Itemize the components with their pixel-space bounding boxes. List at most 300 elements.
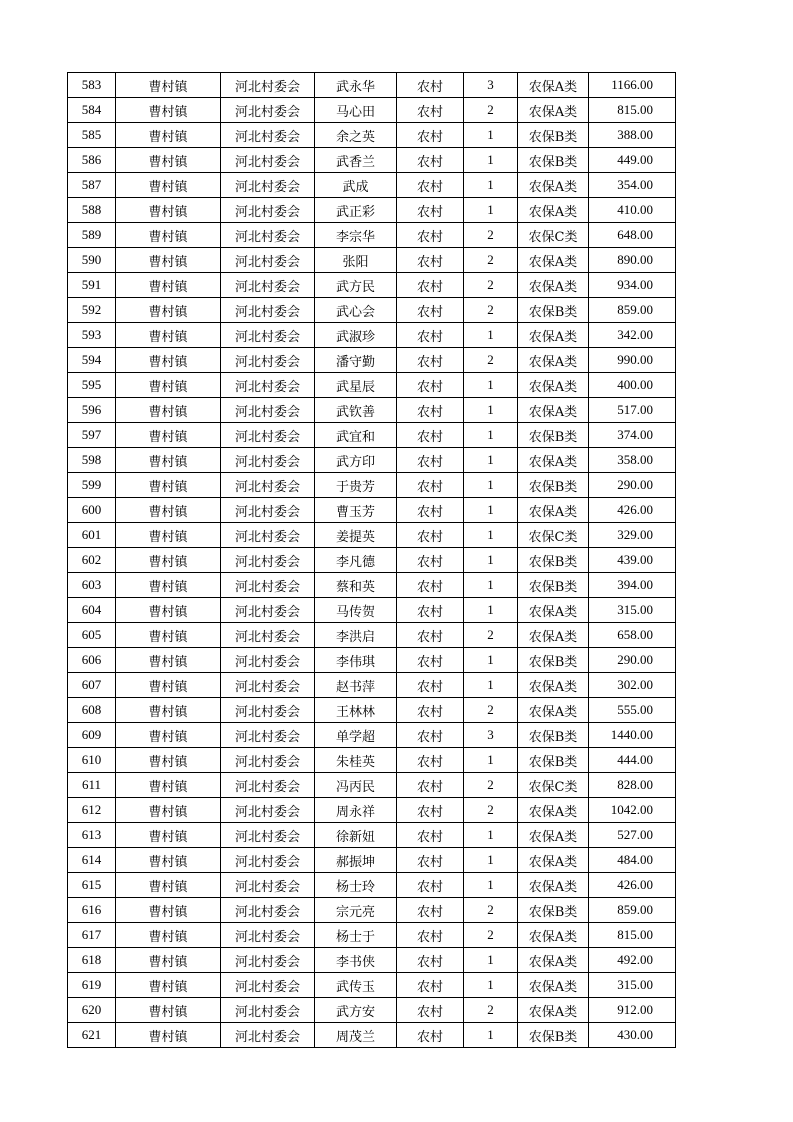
household-size-cell: 2 xyxy=(464,248,518,273)
household-size-cell: 1 xyxy=(464,648,518,673)
row-number-cell: 585 xyxy=(68,123,116,148)
amount-cell: 426.00 xyxy=(589,873,676,898)
household-size-cell: 2 xyxy=(464,898,518,923)
name-cell: 姜提英 xyxy=(315,523,397,548)
household-size-cell: 3 xyxy=(464,723,518,748)
town-cell: 曹村镇 xyxy=(116,548,221,573)
insurance-category-cell: 农保A类 xyxy=(518,673,589,698)
name-cell: 武香兰 xyxy=(315,148,397,173)
town-cell: 曹村镇 xyxy=(116,148,221,173)
name-cell: 武星辰 xyxy=(315,373,397,398)
village-committee-cell: 河北村委会 xyxy=(221,548,315,573)
area-type-cell: 农村 xyxy=(397,973,464,998)
name-cell: 徐新妞 xyxy=(315,823,397,848)
amount-cell: 890.00 xyxy=(589,248,676,273)
name-cell: 李宗华 xyxy=(315,223,397,248)
town-cell: 曹村镇 xyxy=(116,848,221,873)
name-cell: 武传玉 xyxy=(315,973,397,998)
area-type-cell: 农村 xyxy=(397,673,464,698)
area-type-cell: 农村 xyxy=(397,273,464,298)
household-size-cell: 1 xyxy=(464,748,518,773)
amount-cell: 492.00 xyxy=(589,948,676,973)
table-row xyxy=(68,673,676,698)
row-number-cell: 605 xyxy=(68,623,116,648)
insurance-category-cell: 农保A类 xyxy=(518,848,589,873)
name-cell: 朱桂英 xyxy=(315,748,397,773)
area-type-cell: 农村 xyxy=(397,198,464,223)
insurance-category-cell: 农保A类 xyxy=(518,248,589,273)
village-committee-cell: 河北村委会 xyxy=(221,248,315,273)
table-row xyxy=(68,198,676,223)
village-committee-cell: 河北村委会 xyxy=(221,823,315,848)
village-committee-cell: 河北村委会 xyxy=(221,848,315,873)
town-cell: 曹村镇 xyxy=(116,298,221,323)
row-number-cell: 612 xyxy=(68,798,116,823)
table-row xyxy=(68,573,676,598)
amount-cell: 1166.00 xyxy=(589,73,676,98)
insurance-category-cell: 农保A类 xyxy=(518,948,589,973)
area-type-cell: 农村 xyxy=(397,323,464,348)
row-number-cell: 613 xyxy=(68,823,116,848)
row-number-cell: 609 xyxy=(68,723,116,748)
village-committee-cell: 河北村委会 xyxy=(221,923,315,948)
area-type-cell: 农村 xyxy=(397,623,464,648)
row-number-cell: 592 xyxy=(68,298,116,323)
insurance-category-cell: 农保A类 xyxy=(518,398,589,423)
amount-cell: 859.00 xyxy=(589,298,676,323)
town-cell: 曹村镇 xyxy=(116,873,221,898)
town-cell: 曹村镇 xyxy=(116,998,221,1023)
household-size-cell: 1 xyxy=(464,873,518,898)
area-type-cell: 农村 xyxy=(397,823,464,848)
village-committee-cell: 河北村委会 xyxy=(221,523,315,548)
row-number-cell: 594 xyxy=(68,348,116,373)
table-row xyxy=(68,598,676,623)
table-row xyxy=(68,273,676,298)
town-cell: 曹村镇 xyxy=(116,623,221,648)
household-size-cell: 1 xyxy=(464,448,518,473)
town-cell: 曹村镇 xyxy=(116,373,221,398)
household-size-cell: 3 xyxy=(464,73,518,98)
row-number-cell: 587 xyxy=(68,173,116,198)
name-cell: 武淑珍 xyxy=(315,323,397,348)
household-size-cell: 2 xyxy=(464,623,518,648)
area-type-cell: 农村 xyxy=(397,773,464,798)
village-committee-cell: 河北村委会 xyxy=(221,973,315,998)
town-cell: 曹村镇 xyxy=(116,473,221,498)
table-row xyxy=(68,698,676,723)
village-committee-cell: 河北村委会 xyxy=(221,398,315,423)
row-number-cell: 598 xyxy=(68,448,116,473)
name-cell: 杨士于 xyxy=(315,923,397,948)
name-cell: 郝振坤 xyxy=(315,848,397,873)
row-number-cell: 589 xyxy=(68,223,116,248)
town-cell: 曹村镇 xyxy=(116,948,221,973)
insurance-category-cell: 农保A类 xyxy=(518,173,589,198)
name-cell: 周永祥 xyxy=(315,798,397,823)
name-cell: 武方印 xyxy=(315,448,397,473)
insurance-category-cell: 农保C类 xyxy=(518,523,589,548)
table-row xyxy=(68,1023,676,1048)
town-cell: 曹村镇 xyxy=(116,523,221,548)
household-size-cell: 1 xyxy=(464,548,518,573)
area-type-cell: 农村 xyxy=(397,798,464,823)
row-number-cell: 584 xyxy=(68,98,116,123)
amount-cell: 527.00 xyxy=(589,823,676,848)
row-number-cell: 595 xyxy=(68,373,116,398)
amount-cell: 358.00 xyxy=(589,448,676,473)
name-cell: 马心田 xyxy=(315,98,397,123)
village-committee-cell: 河北村委会 xyxy=(221,498,315,523)
amount-cell: 302.00 xyxy=(589,673,676,698)
name-cell: 冯丙民 xyxy=(315,773,397,798)
name-cell: 李书侠 xyxy=(315,948,397,973)
village-committee-cell: 河北村委会 xyxy=(221,623,315,648)
household-size-cell: 1 xyxy=(464,498,518,523)
area-type-cell: 农村 xyxy=(397,698,464,723)
insurance-category-cell: 农保A类 xyxy=(518,73,589,98)
village-committee-cell: 河北村委会 xyxy=(221,648,315,673)
insurance-category-cell: 农保A类 xyxy=(518,823,589,848)
village-committee-cell: 河北村委会 xyxy=(221,598,315,623)
name-cell: 武方民 xyxy=(315,273,397,298)
amount-cell: 439.00 xyxy=(589,548,676,573)
name-cell: 张阳 xyxy=(315,248,397,273)
insurance-category-cell: 农保A类 xyxy=(518,623,589,648)
insurance-category-cell: 农保C类 xyxy=(518,223,589,248)
village-committee-cell: 河北村委会 xyxy=(221,223,315,248)
table-row xyxy=(68,223,676,248)
household-size-cell: 2 xyxy=(464,923,518,948)
roster-table xyxy=(67,72,676,1048)
area-type-cell: 农村 xyxy=(397,398,464,423)
area-type-cell: 农村 xyxy=(397,848,464,873)
town-cell: 曹村镇 xyxy=(116,98,221,123)
town-cell: 曹村镇 xyxy=(116,798,221,823)
row-number-cell: 611 xyxy=(68,773,116,798)
name-cell: 武正彩 xyxy=(315,198,397,223)
village-committee-cell: 河北村委会 xyxy=(221,348,315,373)
household-size-cell: 2 xyxy=(464,98,518,123)
amount-cell: 354.00 xyxy=(589,173,676,198)
insurance-category-cell: 农保A类 xyxy=(518,873,589,898)
insurance-category-cell: 农保B类 xyxy=(518,648,589,673)
village-committee-cell: 河北村委会 xyxy=(221,673,315,698)
area-type-cell: 农村 xyxy=(397,923,464,948)
town-cell: 曹村镇 xyxy=(116,573,221,598)
amount-cell: 290.00 xyxy=(589,473,676,498)
amount-cell: 658.00 xyxy=(589,623,676,648)
row-number-cell: 596 xyxy=(68,398,116,423)
village-committee-cell: 河北村委会 xyxy=(221,898,315,923)
insurance-category-cell: 农保A类 xyxy=(518,598,589,623)
area-type-cell: 农村 xyxy=(397,998,464,1023)
amount-cell: 815.00 xyxy=(589,923,676,948)
name-cell: 武钦善 xyxy=(315,398,397,423)
area-type-cell: 农村 xyxy=(397,348,464,373)
area-type-cell: 农村 xyxy=(397,873,464,898)
town-cell: 曹村镇 xyxy=(116,973,221,998)
town-cell: 曹村镇 xyxy=(116,648,221,673)
table-row xyxy=(68,498,676,523)
village-committee-cell: 河北村委会 xyxy=(221,473,315,498)
name-cell: 李凡德 xyxy=(315,548,397,573)
table-row xyxy=(68,798,676,823)
household-size-cell: 1 xyxy=(464,423,518,448)
table-row xyxy=(68,723,676,748)
amount-cell: 430.00 xyxy=(589,1023,676,1048)
table-row xyxy=(68,123,676,148)
village-committee-cell: 河北村委会 xyxy=(221,98,315,123)
household-size-cell: 1 xyxy=(464,148,518,173)
table-row xyxy=(68,648,676,673)
table-row xyxy=(68,73,676,98)
village-committee-cell: 河北村委会 xyxy=(221,873,315,898)
area-type-cell: 农村 xyxy=(397,748,464,773)
row-number-cell: 607 xyxy=(68,673,116,698)
insurance-category-cell: 农保A类 xyxy=(518,798,589,823)
household-size-cell: 2 xyxy=(464,348,518,373)
village-committee-cell: 河北村委会 xyxy=(221,798,315,823)
amount-cell: 484.00 xyxy=(589,848,676,873)
village-committee-cell: 河北村委会 xyxy=(221,323,315,348)
name-cell: 于贵芳 xyxy=(315,473,397,498)
row-number-cell: 608 xyxy=(68,698,116,723)
amount-cell: 828.00 xyxy=(589,773,676,798)
table-row xyxy=(68,448,676,473)
row-number-cell: 600 xyxy=(68,498,116,523)
amount-cell: 374.00 xyxy=(589,423,676,448)
insurance-category-cell: 农保A类 xyxy=(518,198,589,223)
household-size-cell: 1 xyxy=(464,598,518,623)
insurance-category-cell: 农保B类 xyxy=(518,123,589,148)
insurance-category-cell: 农保B类 xyxy=(518,298,589,323)
table-row xyxy=(68,173,676,198)
name-cell: 单学超 xyxy=(315,723,397,748)
table-row xyxy=(68,973,676,998)
amount-cell: 388.00 xyxy=(589,123,676,148)
insurance-category-cell: 农保A类 xyxy=(518,373,589,398)
town-cell: 曹村镇 xyxy=(116,498,221,523)
row-number-cell: 616 xyxy=(68,898,116,923)
insurance-category-cell: 农保A类 xyxy=(518,448,589,473)
amount-cell: 315.00 xyxy=(589,973,676,998)
town-cell: 曹村镇 xyxy=(116,698,221,723)
village-committee-cell: 河北村委会 xyxy=(221,298,315,323)
household-size-cell: 2 xyxy=(464,298,518,323)
insurance-category-cell: 农保A类 xyxy=(518,923,589,948)
table-row xyxy=(68,548,676,573)
village-committee-cell: 河北村委会 xyxy=(221,723,315,748)
name-cell: 杨士玲 xyxy=(315,873,397,898)
household-size-cell: 1 xyxy=(464,398,518,423)
town-cell: 曹村镇 xyxy=(116,723,221,748)
name-cell: 李洪启 xyxy=(315,623,397,648)
amount-cell: 1042.00 xyxy=(589,798,676,823)
row-number-cell: 618 xyxy=(68,948,116,973)
village-committee-cell: 河北村委会 xyxy=(221,748,315,773)
household-size-cell: 1 xyxy=(464,973,518,998)
village-committee-cell: 河北村委会 xyxy=(221,423,315,448)
area-type-cell: 农村 xyxy=(397,948,464,973)
area-type-cell: 农村 xyxy=(397,223,464,248)
table-row xyxy=(68,948,676,973)
amount-cell: 342.00 xyxy=(589,323,676,348)
table-row xyxy=(68,473,676,498)
row-number-cell: 586 xyxy=(68,148,116,173)
row-number-cell: 621 xyxy=(68,1023,116,1048)
town-cell: 曹村镇 xyxy=(116,123,221,148)
area-type-cell: 农村 xyxy=(397,248,464,273)
amount-cell: 934.00 xyxy=(589,273,676,298)
amount-cell: 426.00 xyxy=(589,498,676,523)
row-number-cell: 620 xyxy=(68,998,116,1023)
insurance-category-cell: 农保B类 xyxy=(518,148,589,173)
table-row xyxy=(68,298,676,323)
household-size-cell: 1 xyxy=(464,523,518,548)
town-cell: 曹村镇 xyxy=(116,273,221,298)
village-committee-cell: 河北村委会 xyxy=(221,73,315,98)
table-row xyxy=(68,773,676,798)
village-committee-cell: 河北村委会 xyxy=(221,1023,315,1048)
amount-cell: 1440.00 xyxy=(589,723,676,748)
area-type-cell: 农村 xyxy=(397,73,464,98)
table-row xyxy=(68,348,676,373)
table-row xyxy=(68,873,676,898)
row-number-cell: 599 xyxy=(68,473,116,498)
area-type-cell: 农村 xyxy=(397,898,464,923)
row-number-cell: 591 xyxy=(68,273,116,298)
name-cell: 武永华 xyxy=(315,73,397,98)
table-row xyxy=(68,248,676,273)
row-number-cell: 588 xyxy=(68,198,116,223)
name-cell: 王林林 xyxy=(315,698,397,723)
row-number-cell: 603 xyxy=(68,573,116,598)
amount-cell: 394.00 xyxy=(589,573,676,598)
town-cell: 曹村镇 xyxy=(116,923,221,948)
insurance-category-cell: 农保B类 xyxy=(518,423,589,448)
household-size-cell: 1 xyxy=(464,823,518,848)
amount-cell: 290.00 xyxy=(589,648,676,673)
household-size-cell: 1 xyxy=(464,673,518,698)
amount-cell: 555.00 xyxy=(589,698,676,723)
household-size-cell: 1 xyxy=(464,198,518,223)
name-cell: 武成 xyxy=(315,173,397,198)
row-number-cell: 597 xyxy=(68,423,116,448)
name-cell: 马传贺 xyxy=(315,598,397,623)
town-cell: 曹村镇 xyxy=(116,348,221,373)
household-size-cell: 1 xyxy=(464,948,518,973)
village-committee-cell: 河北村委会 xyxy=(221,273,315,298)
village-committee-cell: 河北村委会 xyxy=(221,948,315,973)
town-cell: 曹村镇 xyxy=(116,423,221,448)
name-cell: 曹玉芳 xyxy=(315,498,397,523)
name-cell: 潘守勤 xyxy=(315,348,397,373)
table-row xyxy=(68,998,676,1023)
area-type-cell: 农村 xyxy=(397,373,464,398)
village-committee-cell: 河北村委会 xyxy=(221,773,315,798)
household-size-cell: 1 xyxy=(464,848,518,873)
row-number-cell: 604 xyxy=(68,598,116,623)
village-committee-cell: 河北村委会 xyxy=(221,998,315,1023)
table-row xyxy=(68,373,676,398)
area-type-cell: 农村 xyxy=(397,498,464,523)
town-cell: 曹村镇 xyxy=(116,748,221,773)
town-cell: 曹村镇 xyxy=(116,398,221,423)
insurance-category-cell: 农保A类 xyxy=(518,973,589,998)
area-type-cell: 农村 xyxy=(397,1023,464,1048)
area-type-cell: 农村 xyxy=(397,523,464,548)
town-cell: 曹村镇 xyxy=(116,323,221,348)
name-cell: 赵书萍 xyxy=(315,673,397,698)
household-size-cell: 1 xyxy=(464,573,518,598)
amount-cell: 912.00 xyxy=(589,998,676,1023)
table-row xyxy=(68,848,676,873)
village-committee-cell: 河北村委会 xyxy=(221,373,315,398)
area-type-cell: 农村 xyxy=(397,648,464,673)
amount-cell: 410.00 xyxy=(589,198,676,223)
table-row xyxy=(68,323,676,348)
household-size-cell: 1 xyxy=(464,373,518,398)
name-cell: 武心会 xyxy=(315,298,397,323)
amount-cell: 329.00 xyxy=(589,523,676,548)
table-row xyxy=(68,523,676,548)
area-type-cell: 农村 xyxy=(397,723,464,748)
amount-cell: 315.00 xyxy=(589,598,676,623)
table-row xyxy=(68,923,676,948)
insurance-category-cell: 农保A类 xyxy=(518,998,589,1023)
insurance-category-cell: 农保B类 xyxy=(518,1023,589,1048)
town-cell: 曹村镇 xyxy=(116,448,221,473)
row-number-cell: 614 xyxy=(68,848,116,873)
row-number-cell: 593 xyxy=(68,323,116,348)
insurance-category-cell: 农保A类 xyxy=(518,348,589,373)
row-number-cell: 619 xyxy=(68,973,116,998)
town-cell: 曹村镇 xyxy=(116,898,221,923)
village-committee-cell: 河北村委会 xyxy=(221,173,315,198)
insurance-category-cell: 农保A类 xyxy=(518,98,589,123)
household-size-cell: 1 xyxy=(464,123,518,148)
amount-cell: 449.00 xyxy=(589,148,676,173)
household-size-cell: 1 xyxy=(464,1023,518,1048)
table-row xyxy=(68,748,676,773)
village-committee-cell: 河北村委会 xyxy=(221,448,315,473)
village-committee-cell: 河北村委会 xyxy=(221,573,315,598)
row-number-cell: 610 xyxy=(68,748,116,773)
table-row xyxy=(68,398,676,423)
household-size-cell: 2 xyxy=(464,223,518,248)
household-size-cell: 2 xyxy=(464,773,518,798)
amount-cell: 990.00 xyxy=(589,348,676,373)
town-cell: 曹村镇 xyxy=(116,598,221,623)
town-cell: 曹村镇 xyxy=(116,198,221,223)
amount-cell: 444.00 xyxy=(589,748,676,773)
town-cell: 曹村镇 xyxy=(116,248,221,273)
town-cell: 曹村镇 xyxy=(116,223,221,248)
area-type-cell: 农村 xyxy=(397,598,464,623)
table-row xyxy=(68,898,676,923)
household-size-cell: 1 xyxy=(464,323,518,348)
village-committee-cell: 河北村委会 xyxy=(221,698,315,723)
row-number-cell: 583 xyxy=(68,73,116,98)
name-cell: 宗元亮 xyxy=(315,898,397,923)
village-committee-cell: 河北村委会 xyxy=(221,148,315,173)
row-number-cell: 617 xyxy=(68,923,116,948)
amount-cell: 648.00 xyxy=(589,223,676,248)
insurance-category-cell: 农保B类 xyxy=(518,723,589,748)
insurance-category-cell: 农保A类 xyxy=(518,273,589,298)
table-row xyxy=(68,623,676,648)
